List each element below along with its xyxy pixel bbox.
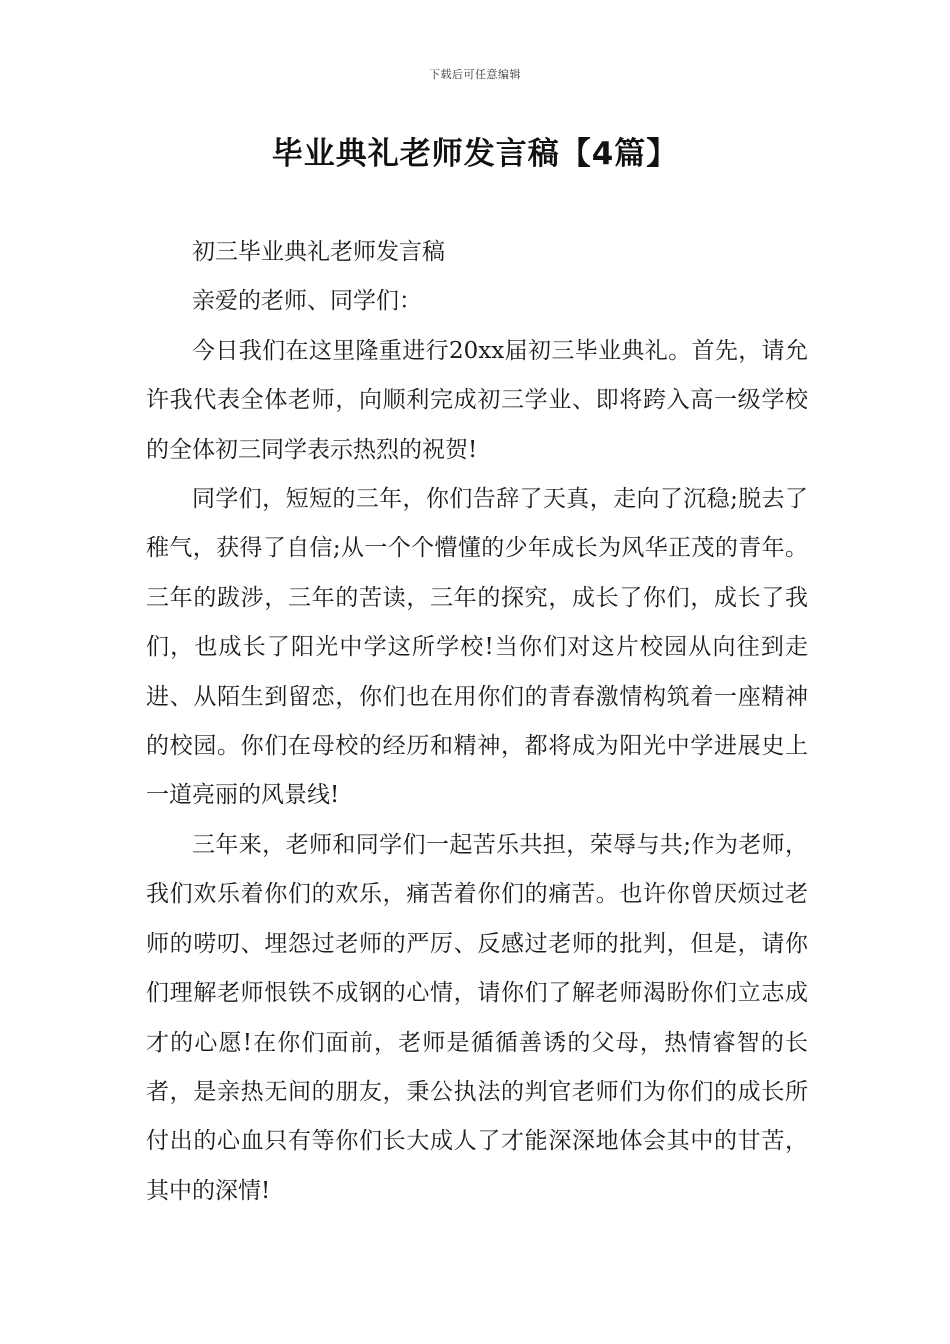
body-paragraph: 三年来，老师和同学们一起苦乐共担，荣辱与共;作为老师，我们欢乐着你们的欢乐，痛苦着你们的痛苦。也许你曾厌烦过老师的唠叨、埋怨过老师的严厉、反感过老师的批判，但是，请你们理解老师恨铁不成钢的心情，请你们了解老师渴盼你们立志成才的心愿!在你们面前，老师是循循善诱的父母，热情睿智的长者，是亲热无间的朋友，秉公执法的判官老师们为你们的成长所付出的心血只有等你们长大成人了才能深深地体会其中的甘苦，其中的深情! [146, 831, 808, 1204]
document-body [146, 228, 808, 1216]
document-title: 毕业典礼老师发言稿【4篇】 [271, 136, 679, 172]
header-note: 下载后可任意编辑 [429, 68, 521, 81]
salutation-paragraph: 亲爱的老师、同学们： [192, 288, 422, 315]
body-paragraph: 今日我们在这里隆重进行20xx届初三毕业典礼。首先，请允许我代表全体老师，向顺利完成初三学业、即将跨入高一级学校的全体初三同学表示热烈的祝贺! [146, 337, 808, 463]
speech-heading-paragraph: 初三毕业典礼老师发言稿 [192, 239, 445, 265]
body-paragraph: 同学们，短短的三年，你们告辞了天真，走向了沉稳;脱去了稚气，获得了自信;从一个个懵懂的少年成长为风华正茂的青年。三年的跋涉，三年的苦读，三年的探究，成长了你们，成长了我们，也成长了阳光中学这所学校!当你们对这片校园从向往到走进、从陌生到留恋，你们也在用你们的青春激情构筑着一座精神的校园。你们在母校的经历和精神，都将成为阳光中学进展史上一道亮丽的风景线! [146, 486, 808, 809]
